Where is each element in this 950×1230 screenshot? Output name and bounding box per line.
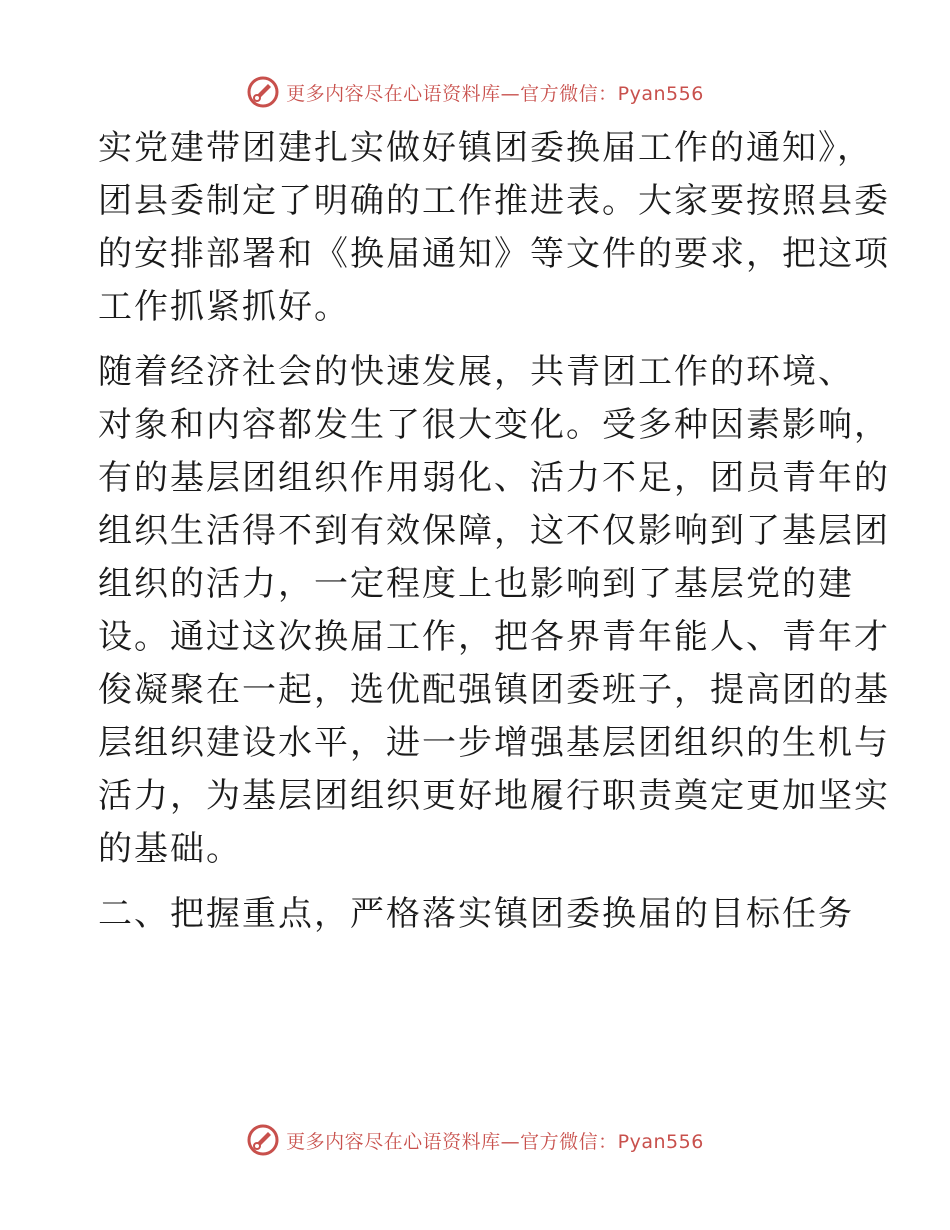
header-watermark (0, 72, 950, 112)
watermark-text: 更多内容尽在心语资料库—官方微信：Pyan556 (286, 1130, 704, 1153)
text-line: 组织生活得不到有效保障，这不仅影响到了基层团 (98, 511, 890, 551)
footer-watermark (0, 1120, 950, 1160)
paragraph-1 (98, 122, 890, 334)
text-line: 有的基层团组织作用弱化、活力不足，团员青年的 (98, 458, 890, 498)
text-line: 的基础。 (98, 829, 242, 869)
watermark-logo-icon (246, 75, 280, 109)
text-line: 活力，为基层团组织更好地履行职责奠定更加坚实 (98, 776, 890, 816)
text-line: 团县委制定了明确的工作推进表。大家要按照县委 (98, 181, 890, 221)
text-line: 对象和内容都发生了很大变化。受多种因素影响， (98, 405, 890, 445)
text-line: 组织的活力，一定程度上也影响到了基层党的建 (98, 564, 854, 604)
document-body (98, 122, 890, 941)
text-line: 实党建带团建扎实做好镇团委换届工作的通知》， (98, 128, 873, 168)
text-line: 层组织建设水平，进一步增强基层团组织的生机与 (98, 723, 890, 763)
text-line: 设。通过这次换届工作，把各界青年能人、青年才 (98, 617, 890, 657)
watermark-text: 更多内容尽在心语资料库—官方微信：Pyan556 (286, 82, 704, 105)
text-line: 俊凝聚在一起，选优配强镇团委班子，提高团的基 (98, 670, 890, 710)
watermark-logo-icon (246, 1123, 280, 1157)
text-line: 随着经济社会的快速发展，共青团工作的环境、 (98, 352, 854, 392)
paragraph-2 (98, 346, 890, 876)
text-line: 的安排部署和《换届通知》等文件的要求，把这项 (98, 234, 890, 274)
text-line: 工作抓紧抓好。 (98, 287, 350, 327)
section-heading: 二、把握重点，严格落实镇团委换届的目标任务 (98, 894, 854, 934)
